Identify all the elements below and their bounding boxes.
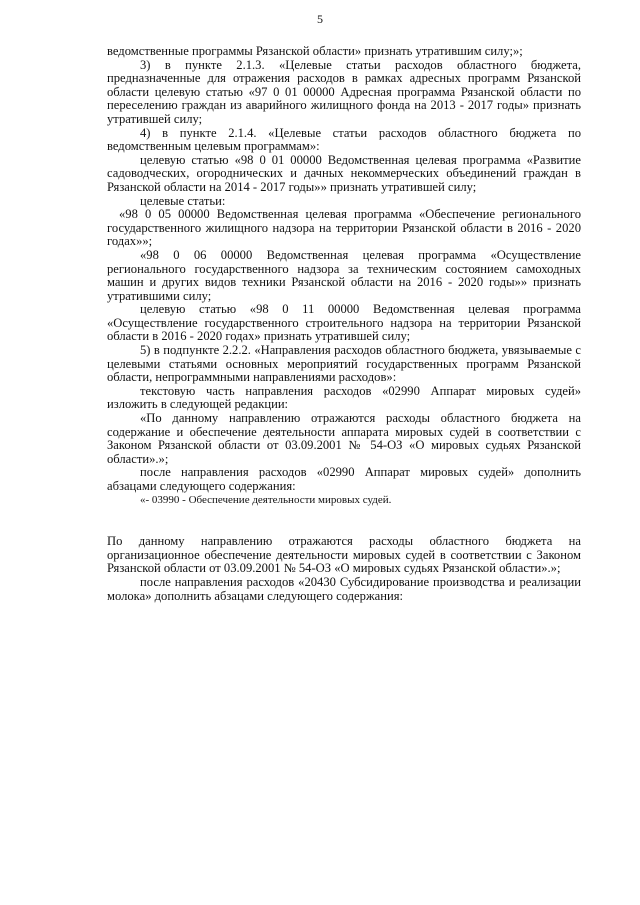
paragraph: 3) в пункте 2.1.3. «Целевые статьи расходов областного бюджета, предназначенные для отражения расходов в рамках адресных программ Рязанской области целевую статью «97 0 01 00000 Адресная программа Рязанской области по переселению граждан из аварийного жилищного фонда на 2013 - 2017 годы» признать утратившей силу;	[107, 57, 581, 126]
paragraph: «98 0 05 00000 Ведомственная целевая программа «Обеспечение регионального государственного жилищного надзора на территории Рязанской области в 2016 - 2020 годах»»;	[107, 207, 581, 249]
paragraph: 4) в пункте 2.1.4. «Целевые статьи расходов областного бюджета по ведомственным целевым программам»:	[107, 125, 581, 154]
document-body	[107, 45, 581, 603]
paragraph: По данному направлению отражаются расходы областного бюджета на организационное обеспечение деятельности мировых судей в соответствии с Законом Рязанской области от 03.09.2001 № 54-ОЗ «О мировых судьях Рязанской области».»;	[107, 534, 581, 576]
paragraph: «98 0 06 00000 Ведомственная целевая программа «Осуществление регионального государственного надзора за техническим состоянием самоходных машин и других видов техники Рязанской области на 2016 - 2020 годы»» признать утратившими силу;	[107, 247, 581, 303]
paragraph: 5) в подпункте 2.2.2. «Направления расходов областного бюджета, увязываемые с целевыми статьями основных мероприятий государственных программ Рязанской области, непрограммными направлениями расходов»:	[107, 343, 581, 385]
paragraph: текстовую часть направления расходов «02990 Аппарат мировых судей» изложить в следующей редакции:	[107, 383, 581, 412]
paragraph: целевую статью «98 0 11 00000 Ведомственная целевая программа «Осуществление государственного строительного надзора на территории Рязанской области в 2016 - 2020 годах» признать утратившей силу;	[107, 302, 581, 344]
paragraph: целевую статью «98 0 01 00000 Ведомственная целевая программа «Развитие садоводческих, огороднических и дачных некоммерческих объединений граждан в Рязанской области на 2014 - 2017 годы»» признать утратившей силу;	[107, 152, 581, 194]
paragraph: после направления расходов «20430 Субсидирование производства и реализации молока» дополнить абзацами следующего содержания:	[107, 574, 581, 603]
paragraph: ведомственные программы Рязанской области» признать утратившим силу;»;	[107, 44, 523, 58]
paragraph: «По данному направлению отражаются расходы областного бюджета на содержание и обеспечение деятельности аппарата мировых судей в соответствии с Законом Рязанской области от 03.09.2001 № 54-ОЗ «О мировых судьях Рязанской области».»;	[107, 411, 581, 466]
page-number: 5	[317, 12, 323, 26]
paragraph: целевые статьи:	[140, 193, 226, 208]
paragraph: после направления расходов «02990 Аппарат мировых судей» дополнить абзацами следующего содержания:	[107, 465, 581, 493]
paragraph: «- 03990 - Обеспечение деятельности мировых судей.	[140, 493, 392, 506]
